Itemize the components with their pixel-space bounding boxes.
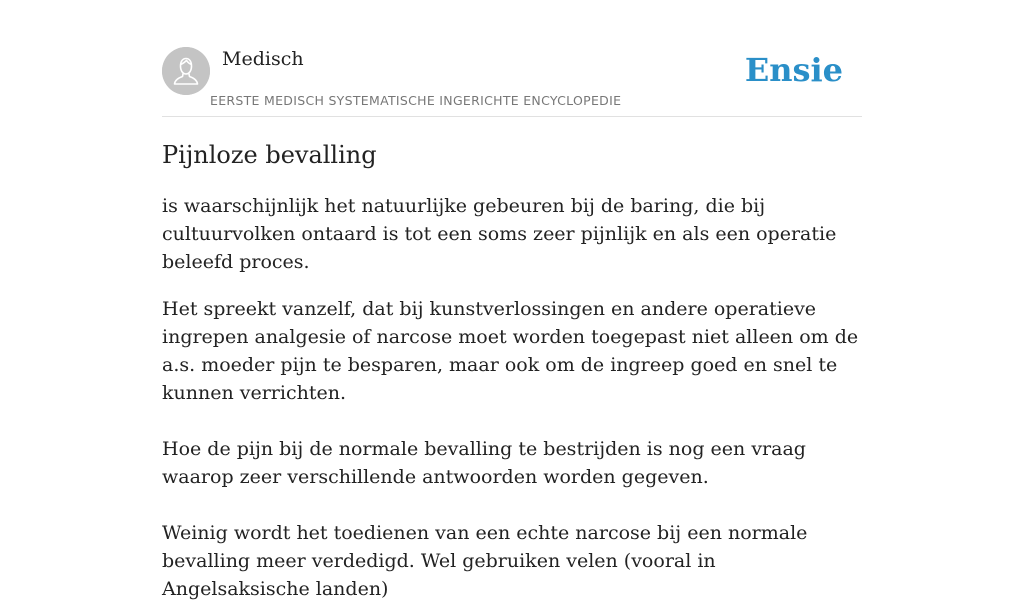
article-title: Pijnloze bevalling xyxy=(162,141,377,169)
article-paragraph-2: Het spreekt vanzelf, dat bij kunstverlossingen en andere operatieve ingrepen analgesie of narcose moet worden toegepast niet alleen om de a.s. moeder pijn te besparen, maar ook om de ingreep goed en snel te kunnen verrichten. xyxy=(162,298,859,404)
author-name[interactable]: Medisch xyxy=(222,48,304,70)
header xyxy=(162,47,862,117)
article-paragraph-3: Hoe de pijn bij de normale bevalling te bestrijden is nog een vraag waarop zeer verschillende antwoorden worden gegeven. xyxy=(162,438,806,488)
site-subtitle: EERSTE MEDISCH SYSTEMATISCHE INGERICHTE ENCYCLOPEDIE xyxy=(210,93,622,108)
author-avatar[interactable] xyxy=(162,47,210,95)
article-body xyxy=(162,192,866,603)
user-silhouette-icon xyxy=(162,47,210,95)
article-paragraph-1: is waarschijnlijk het natuurlijke gebeuren bij de baring, die bij cultuurvolken ontaard is tot een soms zeer pijnlijk en als een operatie beleefd proces. xyxy=(162,195,837,273)
article-paragraph-4: Weinig wordt het toedienen van een echte narcose bij een normale bevalling meer verdedigd. Wel gebruiken velen (vooral in Angelsaksische landen) xyxy=(162,522,808,600)
brand-logo-link[interactable]: Ensie xyxy=(744,51,843,89)
